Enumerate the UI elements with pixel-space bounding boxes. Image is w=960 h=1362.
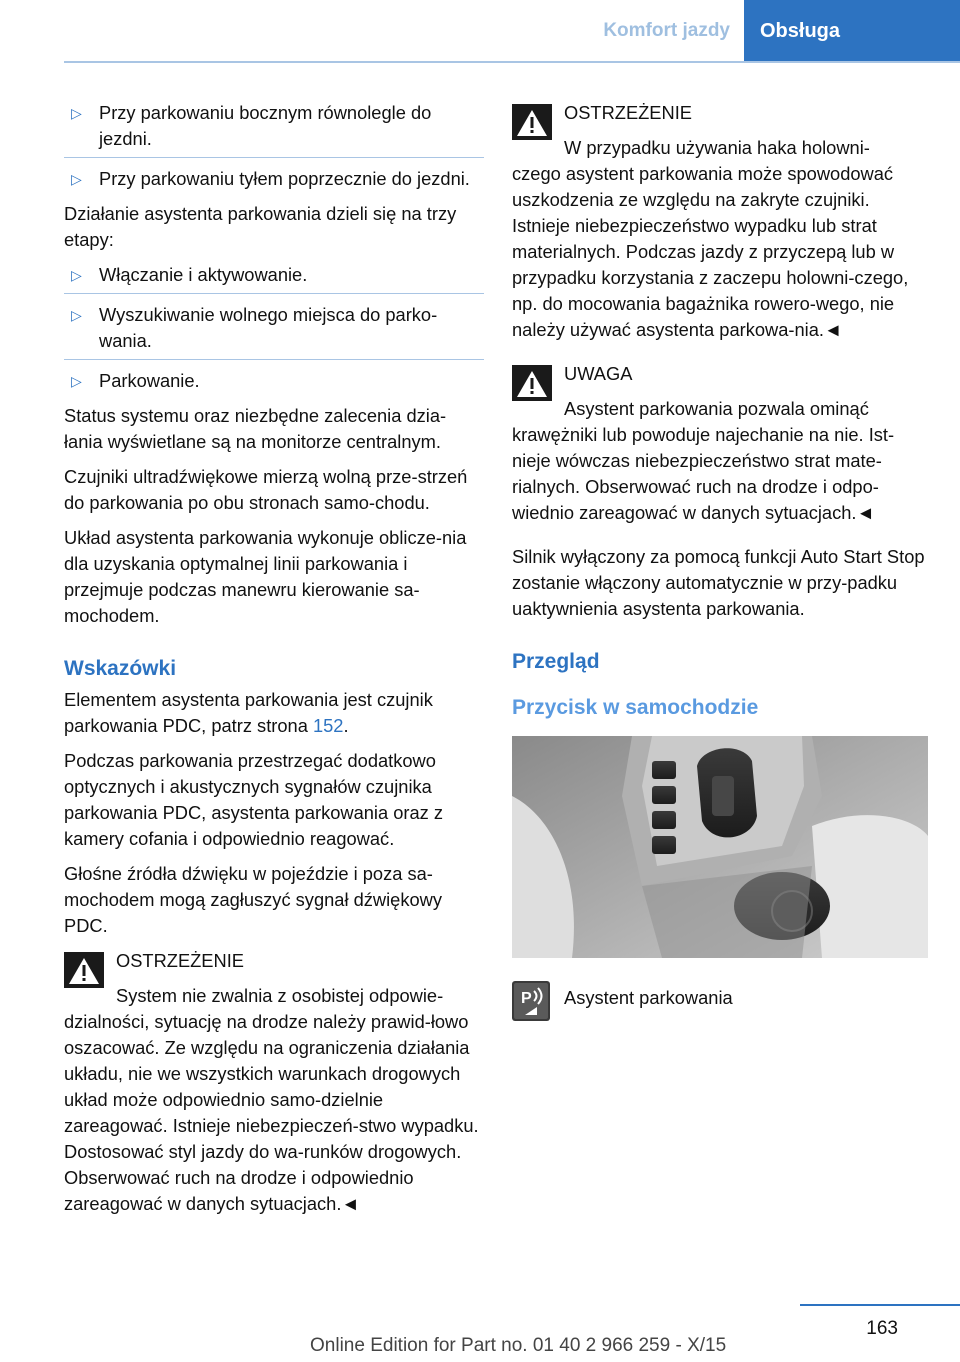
feature-row [512, 981, 932, 1021]
list-item: ▷ Włączanie i aktywowanie. [64, 262, 484, 288]
page-header [568, 0, 960, 62]
footer-divider [800, 1304, 960, 1306]
list-divider [64, 359, 484, 360]
page-number: 163 [866, 1318, 898, 1339]
warning-text: czego asystent parkowania może spowodować uszkodzenia ze względu na zakryte czujniki. Istnieje niebezpieczeństwo wypadku lub strat materialnych. Podczas jazdy z przyczepą lub w przypadku korzystania z zaczepu holowni-czego, np. do mocowania bagażnika rowero-wego, nie należy używać asystenta parkowa-nia.◄ [512, 163, 909, 340]
triangle-bullet-icon: ▷ [71, 171, 82, 187]
caution-icon [512, 365, 564, 411]
warning-title: OSTRZEŻENIE [116, 950, 244, 971]
warning-text: dzialności, sytuację na drodze należy prawid-łowo oszacować. Ze względu na ograniczenia działania układu, nie we wszystkich warunkach drogowych układ może odpowiednio samo-dzielnie zareagować. Istnieje niebezpieczeń-stwo wypadku. Dostosować styl jazdy do wa-runków drogowych. Obserwować ruch na drodze i odpowiednio zareagować w danych sytuacjach.◄ [64, 1011, 479, 1214]
list-item: ▷ Przy parkowaniu tyłem poprzecznie do jezdni. [64, 166, 484, 192]
warning-icon [512, 104, 564, 150]
warning-first-line: System nie zwalnia z osobistej odpowie- [116, 985, 444, 1006]
paragraph: Podczas parkowania przestrzegać dodatkowo optycznych i akustycznych sygnałów czujnika parkowania PDC, asystenta parkowania oraz z kamery cofania i odpowiednio reagować. [64, 750, 444, 849]
page-link[interactable]: 152 [312, 715, 344, 736]
paragraph: Układ asystenta parkowania wykonuje oblicze-nia dla uzyskania optymalnej linii parkowania i przejmuje podczas manewru kierowanie sa-mochodem. [64, 527, 467, 626]
triangle-bullet-icon: ▷ [71, 105, 82, 121]
list-divider [64, 157, 484, 158]
left-column [64, 100, 484, 1226]
triangle-bullet-icon: ▷ [71, 307, 82, 323]
center-console-photo [512, 736, 928, 958]
note-title: UWAGA [564, 363, 633, 384]
list-divider [64, 293, 484, 294]
list-item: ▷ Parkowanie. [64, 368, 484, 394]
section-heading: Wskazówki [64, 657, 177, 680]
list-item: ▷ Wyszukiwanie wolnego miejsca do parko-wania. [64, 302, 484, 354]
svg-text:P: P [521, 990, 532, 1007]
paragraph: Silnik wyłączony za pomocą funkcji Auto Start Stop zostanie włączony automatycznie w przy-padku uaktywnienia asystenta parkowania. [512, 546, 925, 619]
triangle-bullet-icon: ▷ [71, 373, 82, 389]
section-heading: Przegląd [512, 650, 600, 673]
feature-label: Asystent parkowania [564, 987, 733, 1008]
paragraph: Działanie asystenta parkowania dzieli się na trzy etapy: [64, 203, 457, 250]
chapter-tab[interactable]: Obsługa [744, 0, 960, 62]
triangle-bullet-icon: ▷ [71, 267, 82, 283]
header-divider [64, 61, 960, 63]
park-assist-icon [512, 981, 550, 1021]
warning-box [64, 948, 484, 1217]
warning-title: OSTRZEŻENIE [564, 102, 692, 123]
note-box [512, 361, 932, 526]
note-text: krawężniki lub powoduje najechanie na nie. Ist-nieje wówczas niebezpieczeństwo strat mate-rialnych. Obserwować ruch na drodze i odpo-wiednio zareagować w danych sytuacjach.◄ [512, 424, 895, 523]
warning-icon [64, 952, 116, 998]
paragraph: Głośne źródła dźwięku w pojeździe i poza sa-mochodem mogą zagłuszyć sygnał dźwiękowy PDC. [64, 863, 442, 936]
section-tab[interactable]: Komfort jazdy [603, 20, 730, 41]
list-item: ▷ Przy parkowaniu bocznym równolegle do jezdni. [64, 100, 484, 152]
warning-box [512, 100, 932, 343]
right-column [512, 100, 932, 1021]
note-first-line: Asystent parkowania pozwala ominąć [564, 398, 869, 419]
paragraph: Czujniki ultradźwiękowe mierzą wolną prze-strzeń do parkowania po obu stronach samo-chodu. [64, 466, 468, 513]
edition-note: Online Edition for Part no. 01 40 2 966 259 - X/15 [310, 1335, 727, 1356]
paragraph: Status systemu oraz niezbędne zalecenia dzia-łania wyświetlane są na monitorze centralnym. [64, 405, 447, 452]
paragraph: Elementem asystenta parkowania jest czujnik parkowania PDC, patrz strona 152. [64, 689, 433, 736]
warning-first-line: W przypadku używania haka holowni- [564, 137, 870, 158]
subsection-heading: Przycisk w samochodzie [512, 696, 759, 719]
